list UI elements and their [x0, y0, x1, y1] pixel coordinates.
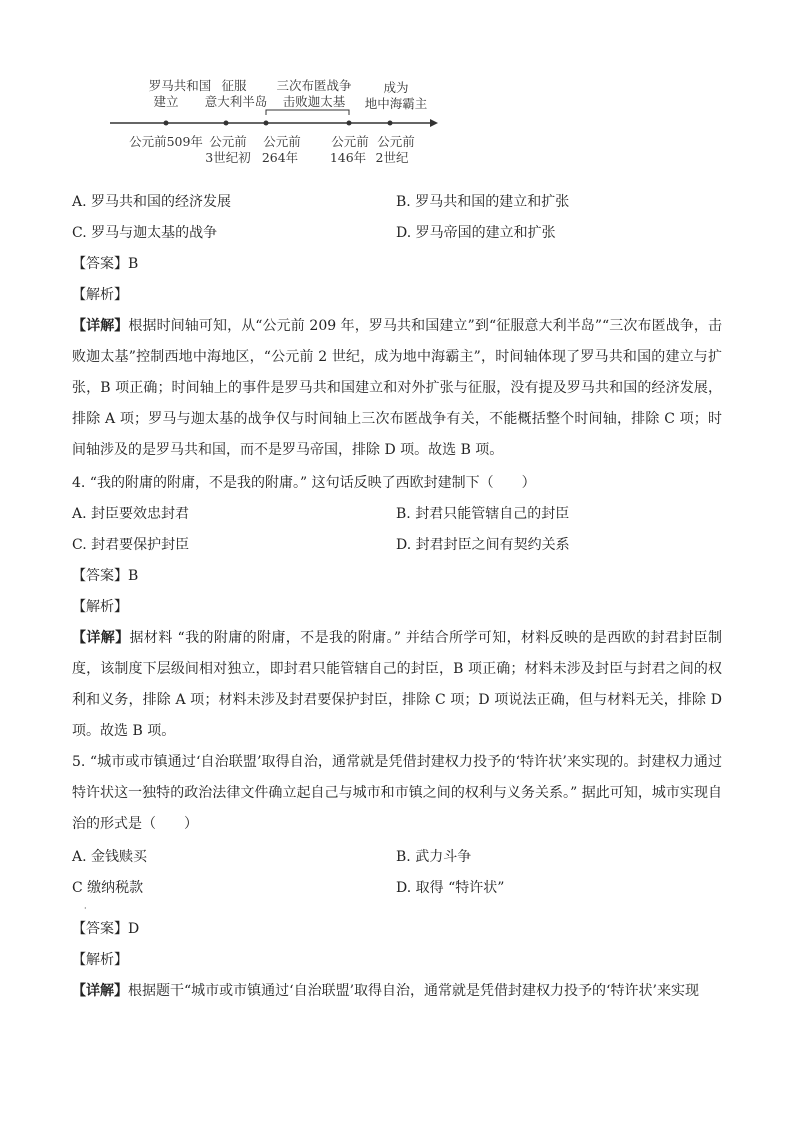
date-5-line1: 公元前	[377, 134, 415, 149]
q4-option-b: B. 封君只能管辖自己的封臣	[396, 506, 570, 522]
q3-answer: 【答案】B	[72, 256, 139, 272]
q4-answer: 【答案】B	[72, 568, 139, 584]
event-1-top: 罗马共和国	[148, 78, 212, 93]
q5-option-a: A. 金钱赎买	[72, 849, 148, 865]
date-4-line1: 公元前	[331, 134, 369, 149]
q3-detail	[72, 311, 722, 466]
q4-option-d: D. 封君封臣之间有契约关系	[396, 537, 570, 553]
q4-detail-text: 据材料 “我的附庸的附庸，不是我的附庸。” 并结合所学可知，材料反映的是西欧的封君封臣制度，该制度下层级间相对独立，即封君只能管辖自己的封臣，B 项正确；材料未涉及封臣与封君之间的权利和义务，排除 A 项；材料未涉及封君要保护封臣，排除 C 项；D 项说法正确，但与材料无关，排除 D 项。故选 B 项。	[72, 630, 722, 739]
timeline-dot	[164, 121, 169, 126]
timeline-arrow-icon	[430, 119, 438, 127]
event-2-bottom: 意大利半岛	[204, 94, 268, 109]
q3-analysis-label: 【解析】	[72, 287, 128, 303]
timeline-bracket	[266, 110, 349, 115]
q4-option-c: C. 封君要保护封臣	[72, 537, 190, 553]
date-1: 公元前509年	[129, 134, 203, 149]
q3-detail-text: 根据时间轴可知，从“公元前 209 年，罗马共和国建立”到“征服意大利半岛”“三次布匿战争，击败迦太基”控制西地中海地区，“公元前 2 世纪，成为地中海霸主”，时间轴体现了罗马共和国的建立与扩张，B 项正确；时间轴上的事件是罗马共和国建立和对外扩张与征服，没有提及罗马共和国的经济发展，排除 A 项；罗马与迦太基的战争仅与时间轴上三次布匿战争有关，不能概括整个时间轴，排除 C 项；时间轴涉及的是罗马共和国，而不是罗马帝国，排除 D 项。故选 B 项。	[72, 318, 723, 458]
q3-option-b: B. 罗马共和国的建立和扩张	[396, 194, 570, 210]
timeline-dot	[347, 121, 352, 126]
q3-detail-label: 【详解】	[72, 318, 129, 334]
date-3-line2: 264年	[261, 150, 299, 165]
stray-dot: ·	[84, 904, 87, 913]
event-3-top: 三次布匿战争	[276, 78, 352, 93]
event-4-top: 成为	[383, 80, 409, 95]
q5-detail-text: 根据题干“城市或市镇通过‘自治联盟’取得自治，通常就是凭借封建权力投予的‘特许状’来实现	[128, 983, 699, 999]
q3-option-a: A. 罗马共和国的经济发展	[72, 194, 232, 210]
q4-detail	[72, 623, 722, 747]
event-2-top: 征服	[221, 78, 247, 93]
q5-detail-label: 【详解】	[72, 983, 128, 999]
date-3-line1: 公元前	[263, 134, 301, 149]
q5-option-c: C 缴纳税款	[72, 880, 144, 896]
date-5-line2: 2世纪	[375, 150, 409, 165]
timeline-dot	[264, 121, 269, 126]
timeline-figure	[104, 68, 444, 172]
event-3-bottom: 击败迦太基	[282, 94, 346, 109]
q4-option-a: A. 封臣要效忠封君	[72, 506, 190, 522]
q4-detail-label: 【详解】	[72, 630, 130, 646]
timeline-svg	[104, 68, 444, 172]
q5-analysis-label: 【解析】	[72, 952, 128, 968]
event-1-bottom: 建立	[153, 94, 179, 109]
date-2-line1: 公元前	[209, 134, 247, 149]
q3-option-c: C. 罗马与迦太基的战争	[72, 225, 218, 241]
q4-stem: 4. “我的附庸的附庸，不是我的附庸。” 这句话反映了西欧封建制下（ ）	[72, 475, 536, 491]
date-2-line2: 3世纪初	[205, 150, 251, 165]
q5-detail	[72, 976, 722, 1007]
q5-option-d: D. 取得 “特许状”	[396, 880, 505, 896]
event-4-bottom: 地中海霸主	[364, 96, 428, 111]
timeline-dot	[224, 121, 229, 126]
date-4-line2: 146年	[329, 150, 367, 165]
q4-analysis-label: 【解析】	[72, 599, 128, 615]
timeline-dot	[388, 121, 393, 126]
q3-option-d: D. 罗马帝国的建立和扩张	[396, 225, 556, 241]
q5-answer: 【答案】D	[72, 921, 140, 937]
q5-stem: 5. “城市或市镇通过‘自治联盟’取得自治，通常就是凭借封建权力投予的‘特许状’来实现的。封建权力通过特许状这一独特的政治法律文件确立起自己与城市和市镇之间的权利与义务关系。” 据此可知，城市实现自治的形式是（ ）	[72, 754, 722, 832]
q5-option-b: B. 武力斗争	[396, 849, 472, 865]
